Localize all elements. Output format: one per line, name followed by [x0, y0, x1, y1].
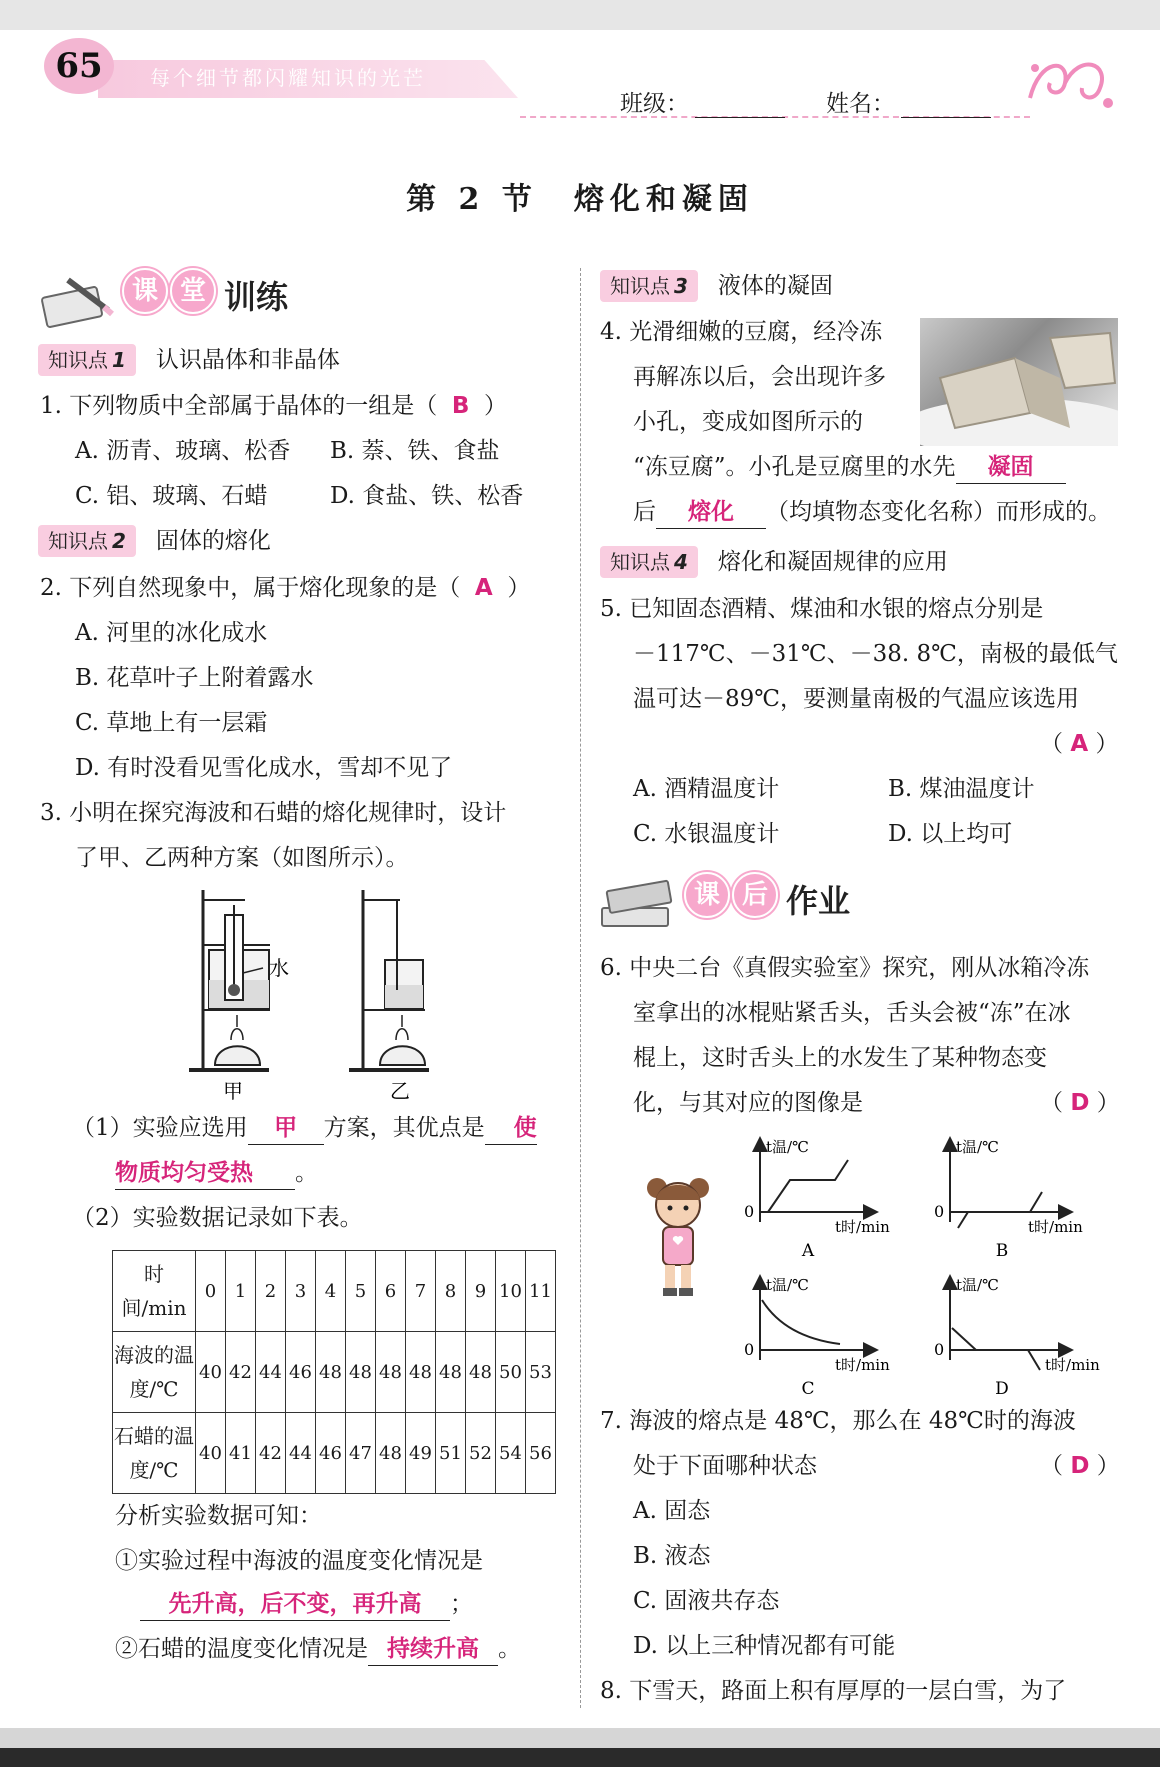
q3-part1: [72, 1112, 537, 1145]
kp-title: 固体的熔化: [155, 528, 271, 554]
q3-answer-shila-trend[interactable]: 持续升高: [368, 1633, 498, 1666]
q6-close: ）: [1096, 1090, 1120, 1116]
q5-open: （: [1040, 731, 1063, 757]
figure-label-yi: 乙: [390, 1079, 410, 1103]
q3-part2: （2）实验数据记录如下表。: [72, 1205, 363, 1231]
table-cell: 48: [376, 1413, 406, 1494]
q6-open: （: [1040, 1090, 1063, 1116]
q1-option-c: C. 铝、玻璃、石蜡: [75, 483, 268, 509]
q5-answer: A: [1070, 731, 1089, 757]
kp-number: 2: [112, 529, 126, 553]
q4-line3: 小孔，变成如图所示的: [633, 409, 863, 435]
q2-option-d: D. 有时没看见雪化成水，雪却不见了: [75, 755, 453, 781]
banner-text: 训练: [224, 277, 289, 316]
q5-option-d: D. 以上均可: [888, 821, 1013, 847]
kp-label: 知识点: [610, 550, 670, 574]
name-field[interactable]: [826, 85, 991, 118]
graph-b-label: B: [995, 1241, 1009, 1261]
table-cell: 40: [196, 1413, 226, 1494]
frozen-tofu-photo: [920, 318, 1118, 446]
q4-line5-a: 后: [633, 499, 656, 525]
table-cell: 50: [496, 1332, 526, 1413]
graph-d-label: D: [995, 1379, 1009, 1399]
q7-open: （: [1040, 1453, 1063, 1479]
q4-line4: [633, 451, 1066, 484]
apparatus-figure: [185, 885, 455, 1105]
table-cell: 9: [466, 1251, 496, 1332]
q5-option-a: A. 酒精温度计: [633, 776, 780, 802]
q7-line2: 处于下面哪种状态: [633, 1453, 817, 1479]
q2-stem: [40, 572, 530, 604]
apparatus-yi: [349, 890, 429, 1070]
q3-analysis-1: ①实验过程中海波的温度变化情况是: [115, 1548, 483, 1574]
q7-close: ）: [1096, 1453, 1120, 1479]
q3-line1: 3. 小明在探究海波和石蜡的熔化规律时，设计: [40, 800, 507, 826]
q5-close: ）: [1095, 731, 1119, 757]
graph-c-x-label: t时/min: [835, 1356, 890, 1374]
q6-line1: 6. 中央二台《真假实验室》探究，刚从冰箱冷冻: [600, 955, 1090, 981]
figure-label-jia: 甲: [223, 1079, 243, 1103]
q7-answer-bracket: [1040, 1450, 1120, 1482]
table-cell: 48: [406, 1332, 436, 1413]
table-row: [113, 1413, 556, 1494]
kp-number: 1: [112, 348, 126, 372]
q3-analysis-2: [115, 1633, 521, 1666]
table-cell: 47: [346, 1413, 376, 1494]
kp-tag: [38, 344, 136, 376]
q1-option-b: B. 萘、铁、食盐: [330, 438, 500, 464]
figure-label-water: 水: [269, 956, 289, 980]
q4-line5-b: （均填物态变化名称）而形成的。: [766, 499, 1111, 525]
phase-change-graphs: [740, 1132, 1120, 1412]
q3-analysis: 分析实验数据可知：: [115, 1503, 322, 1529]
graph-b-origin: 0: [934, 1202, 945, 1221]
notebook-pencil-icon: [38, 270, 118, 330]
q3-analysis-2-end: 。: [498, 1636, 521, 1662]
q1-option-d: D. 食盐、铁、松香: [330, 483, 524, 509]
table-cell: 41: [226, 1413, 256, 1494]
kp-label: 知识点: [48, 529, 108, 553]
q6-line4: 化，与其对应的图像是: [633, 1090, 863, 1116]
cartoon-girl-icon: [643, 1170, 713, 1300]
motto: 每个细节都闪耀知识的光芒: [150, 66, 426, 90]
q5-option-b: B. 煤油温度计: [888, 776, 1035, 802]
q7-option-b: B. 液态: [633, 1543, 711, 1569]
table-cell: 6: [376, 1251, 406, 1332]
q5-line3: 温可达－89℃，要测量南极的气温应该选用: [633, 686, 1079, 712]
kp-label: 知识点: [610, 274, 670, 298]
table-cell: 46: [316, 1413, 346, 1494]
q4-line5: [633, 496, 1111, 529]
q6-answer-bracket: [1040, 1087, 1120, 1119]
top-margin: [0, 0, 1160, 30]
graph-a-label: A: [801, 1241, 815, 1261]
q1-option-a: A. 沥青、玻璃、松香: [75, 438, 291, 464]
q1-close: ）: [484, 393, 508, 419]
table-cell: 0: [196, 1251, 226, 1332]
q2-option-c: C. 草地上有一层霜: [75, 710, 268, 736]
graph-c-origin: 0: [744, 1340, 755, 1359]
q6-line3: 棍上，这时舌头上的水发生了某种物态变: [633, 1045, 1047, 1071]
table-cell: 10: [496, 1251, 526, 1332]
q5-answer-bracket: [1040, 728, 1118, 760]
graph-d-y-label: t温/℃: [956, 1276, 999, 1294]
table-cell: 7: [406, 1251, 436, 1332]
table-cell: 52: [466, 1413, 496, 1494]
q3-answer-haibo-trend[interactable]: 先升高，后不变，再升高: [140, 1588, 450, 1621]
q3-analysis-2-prefix: ②石蜡的温度变化情况是: [115, 1636, 368, 1662]
q3-answer-advantage-a[interactable]: 使: [485, 1112, 537, 1145]
table-cell: 42: [226, 1332, 256, 1413]
graph-c-y-label: t温/℃: [766, 1276, 809, 1294]
graph-d-origin: 0: [934, 1340, 945, 1359]
section-title: 第 2 节 熔化和凝固: [406, 182, 754, 217]
knowledge-point-4: [600, 546, 948, 578]
banner-bubble-1: 课: [122, 268, 168, 314]
q3-part1-cont: [115, 1157, 318, 1190]
banner-bubble-2: 后: [732, 872, 778, 918]
banner-text: 作业: [786, 881, 851, 920]
kp-title: 液体的凝固: [717, 273, 833, 299]
graph-d: [934, 1276, 1100, 1399]
banner-bubble-1: 课: [684, 872, 730, 918]
graph-b-y-label: t温/℃: [956, 1138, 999, 1156]
table-cell: 48: [316, 1332, 346, 1413]
kp-tag: [38, 525, 136, 557]
table-cell: 44: [286, 1413, 316, 1494]
q2-option-a: A. 河里的冰化成水: [75, 620, 268, 646]
kp-title: 熔化和凝固规律的应用: [717, 549, 948, 575]
table-cell: 2: [256, 1251, 286, 1332]
name-label: 姓名：: [826, 91, 895, 117]
q3-part1-prefix: （1）实验应选用: [72, 1115, 248, 1141]
q7-line1: 7. 海波的熔点是 48℃，那么在 48℃时的海波: [600, 1408, 1076, 1434]
graph-d-x-label: t时/min: [1045, 1356, 1100, 1374]
knowledge-point-1: [38, 344, 340, 376]
class-blank[interactable]: [695, 95, 785, 118]
table-cell: 49: [406, 1413, 436, 1494]
graph-a-origin: 0: [744, 1202, 755, 1221]
books-icon: [598, 872, 678, 934]
homework-banner: [684, 872, 1004, 934]
page-number: 65: [44, 38, 114, 94]
q7-answer: D: [1070, 1453, 1090, 1479]
tofu-illustration: [920, 318, 1118, 446]
table-cell: 56: [526, 1413, 556, 1494]
q1-stem-text: 1. 下列物质中全部属于晶体的一组是（: [40, 393, 438, 419]
bottom-margin: [0, 1748, 1160, 1767]
graph-a: [744, 1138, 890, 1261]
table-cell: 1: [226, 1251, 256, 1332]
table-cell: 40: [196, 1332, 226, 1413]
graph-a-y-label: t温/℃: [766, 1138, 809, 1156]
table-cell: 8: [436, 1251, 466, 1332]
table-row: [113, 1332, 556, 1413]
kp-tag: [600, 270, 698, 302]
q3-answer-advantage-b[interactable]: 物质均匀受热: [115, 1157, 295, 1190]
table-cell: 48: [376, 1332, 406, 1413]
kp-tag: [600, 546, 698, 578]
table-cell: 51: [436, 1413, 466, 1494]
table-row: [113, 1251, 556, 1332]
data-table: [112, 1250, 556, 1494]
table-cell: 3: [286, 1251, 316, 1332]
q4-line1: 4. 光滑细嫩的豆腐，经冷冻: [600, 319, 883, 345]
q3-part1-mid: 方案，其优点是: [323, 1115, 485, 1141]
q5-line2: －117℃、－31℃、－38. 8℃，南极的最低气: [633, 641, 1118, 667]
kp-number: 3: [674, 274, 688, 298]
q7-option-a: A. 固态: [633, 1498, 711, 1524]
kp-label: 知识点: [48, 348, 108, 372]
table-cell: 53: [526, 1332, 556, 1413]
class-field[interactable]: [620, 85, 785, 118]
banner-bubble-2: 堂: [170, 268, 216, 314]
q8-line1: 8. 下雪天，路面上积有厚厚的一层白雪，为了: [600, 1678, 1067, 1704]
q3-answer-scheme[interactable]: 甲: [248, 1112, 324, 1145]
q1-answer: B: [451, 393, 470, 419]
table-cell: 4: [316, 1251, 346, 1332]
q2-stem-text: 2. 下列自然现象中，属于熔化现象的是（: [40, 575, 461, 601]
q6-answer: D: [1070, 1090, 1090, 1116]
q4-answer-2[interactable]: 熔化: [656, 496, 766, 529]
name-blank[interactable]: [901, 95, 991, 118]
flourish-ornament-icon: [1020, 48, 1120, 118]
q3-analysis-1-answer-line: [140, 1588, 473, 1621]
apparatus-jia: [189, 890, 270, 1070]
row-header-haibo: 海波的温度/℃: [113, 1332, 196, 1413]
kp-title: 认识晶体和非晶体: [155, 347, 340, 373]
table-cell: 5: [346, 1251, 376, 1332]
q7-option-c: C. 固液共存态: [633, 1588, 780, 1614]
graph-a-x-label: t时/min: [835, 1218, 890, 1236]
knowledge-point-3: [600, 270, 833, 302]
q3-part1-end: 。: [295, 1160, 318, 1186]
table-cell: 44: [256, 1332, 286, 1413]
q2-answer: A: [474, 575, 493, 601]
graph-c: [744, 1276, 890, 1399]
q4-line2: 再解冻以后，会出现许多: [633, 364, 886, 390]
table-cell: 46: [286, 1332, 316, 1413]
q5-line1: 5. 已知固态酒精、煤油和水银的熔点分别是: [600, 596, 1044, 622]
q3-line2: 了甲、乙两种方案（如图所示）。: [75, 845, 409, 871]
q7-option-d: D. 以上三种情况都有可能: [633, 1633, 896, 1659]
table-cell: 48: [436, 1332, 466, 1413]
table-cell: 54: [496, 1413, 526, 1494]
q5-option-c: C. 水银温度计: [633, 821, 780, 847]
table-cell: 42: [256, 1413, 286, 1494]
graph-b: [934, 1138, 1083, 1261]
q2-option-b: B. 花草叶子上附着露水: [75, 665, 314, 691]
q6-line2: 室拿出的冰棍贴紧舌头，舌头会被“冻”在冰: [633, 1000, 1071, 1026]
q4-line4-text: “冻豆腐”。小孔是豆腐里的水先: [633, 454, 956, 480]
row-header-time: 时间/min: [113, 1251, 196, 1332]
row-header-shila: 石蜡的温度/℃: [113, 1413, 196, 1494]
column-divider: [580, 268, 581, 1708]
q4-answer-1[interactable]: 凝固: [956, 451, 1066, 484]
graph-b-x-label: t时/min: [1028, 1218, 1083, 1236]
kp-number: 4: [674, 550, 688, 574]
knowledge-point-2: [38, 525, 271, 557]
class-label: 班级：: [620, 91, 689, 117]
q2-close: ）: [507, 575, 531, 601]
q1-stem: [40, 390, 507, 422]
graph-c-label: C: [801, 1379, 815, 1399]
table-cell: 11: [526, 1251, 556, 1332]
classroom-training-banner: [122, 268, 442, 330]
q3-analysis-1-end: ；: [450, 1591, 473, 1617]
table-cell: 48: [466, 1332, 496, 1413]
table-cell: 48: [346, 1332, 376, 1413]
